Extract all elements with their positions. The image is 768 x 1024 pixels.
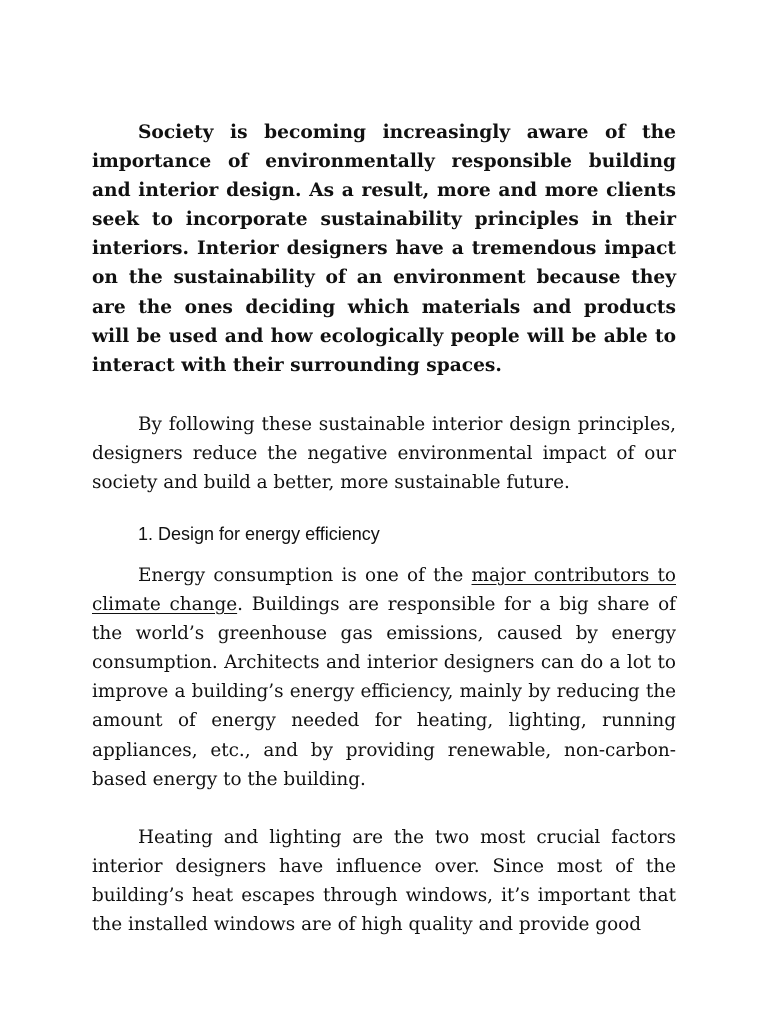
- section-heading-energy-efficiency: 1. Design for energy efficiency: [138, 524, 380, 544]
- energy-consumption-paragraph: [92, 561, 676, 794]
- energy-paragraph-text-end: . Buildings are responsible for a big share of the world’s greenhouse gas emissions, caused by energy consumption. Architects and interior designers can do a lot to improve a building’s energy efficiency, mainly by reducing the amount of energy needed for heating, lighting, running appliances, etc., and by providing renewable, non-carbon-based energy to the building.: [92, 594, 676, 790]
- energy-paragraph-text-start: Energy consumption is one of the: [138, 565, 472, 586]
- intro-paragraph: Society is becoming increasingly aware of the importance of environmentally responsible building and interior design. As a result, more and more clients seek to incorporate sustainability principles in their interiors. Interior designers have a tremendous impact on the sustainability of an environment because they are the ones deciding which materials and products will be used and how ecologically people will be able to interact with their surrounding spaces.: [92, 122, 676, 376]
- principles-paragraph: By following these sustainable interior design principles, designers reduce the negative environmental impact of our society and build a better, more sustainable future.: [92, 414, 676, 494]
- climate-change-link[interactable]: major contributors to climate change: [92, 565, 676, 616]
- heating-lighting-paragraph: Heating and lighting are the two most crucial factors interior designers have influence over. Since most of the building’s heat escapes through windows, it’s important that the installed windows are of high quality and provide good: [92, 827, 676, 936]
